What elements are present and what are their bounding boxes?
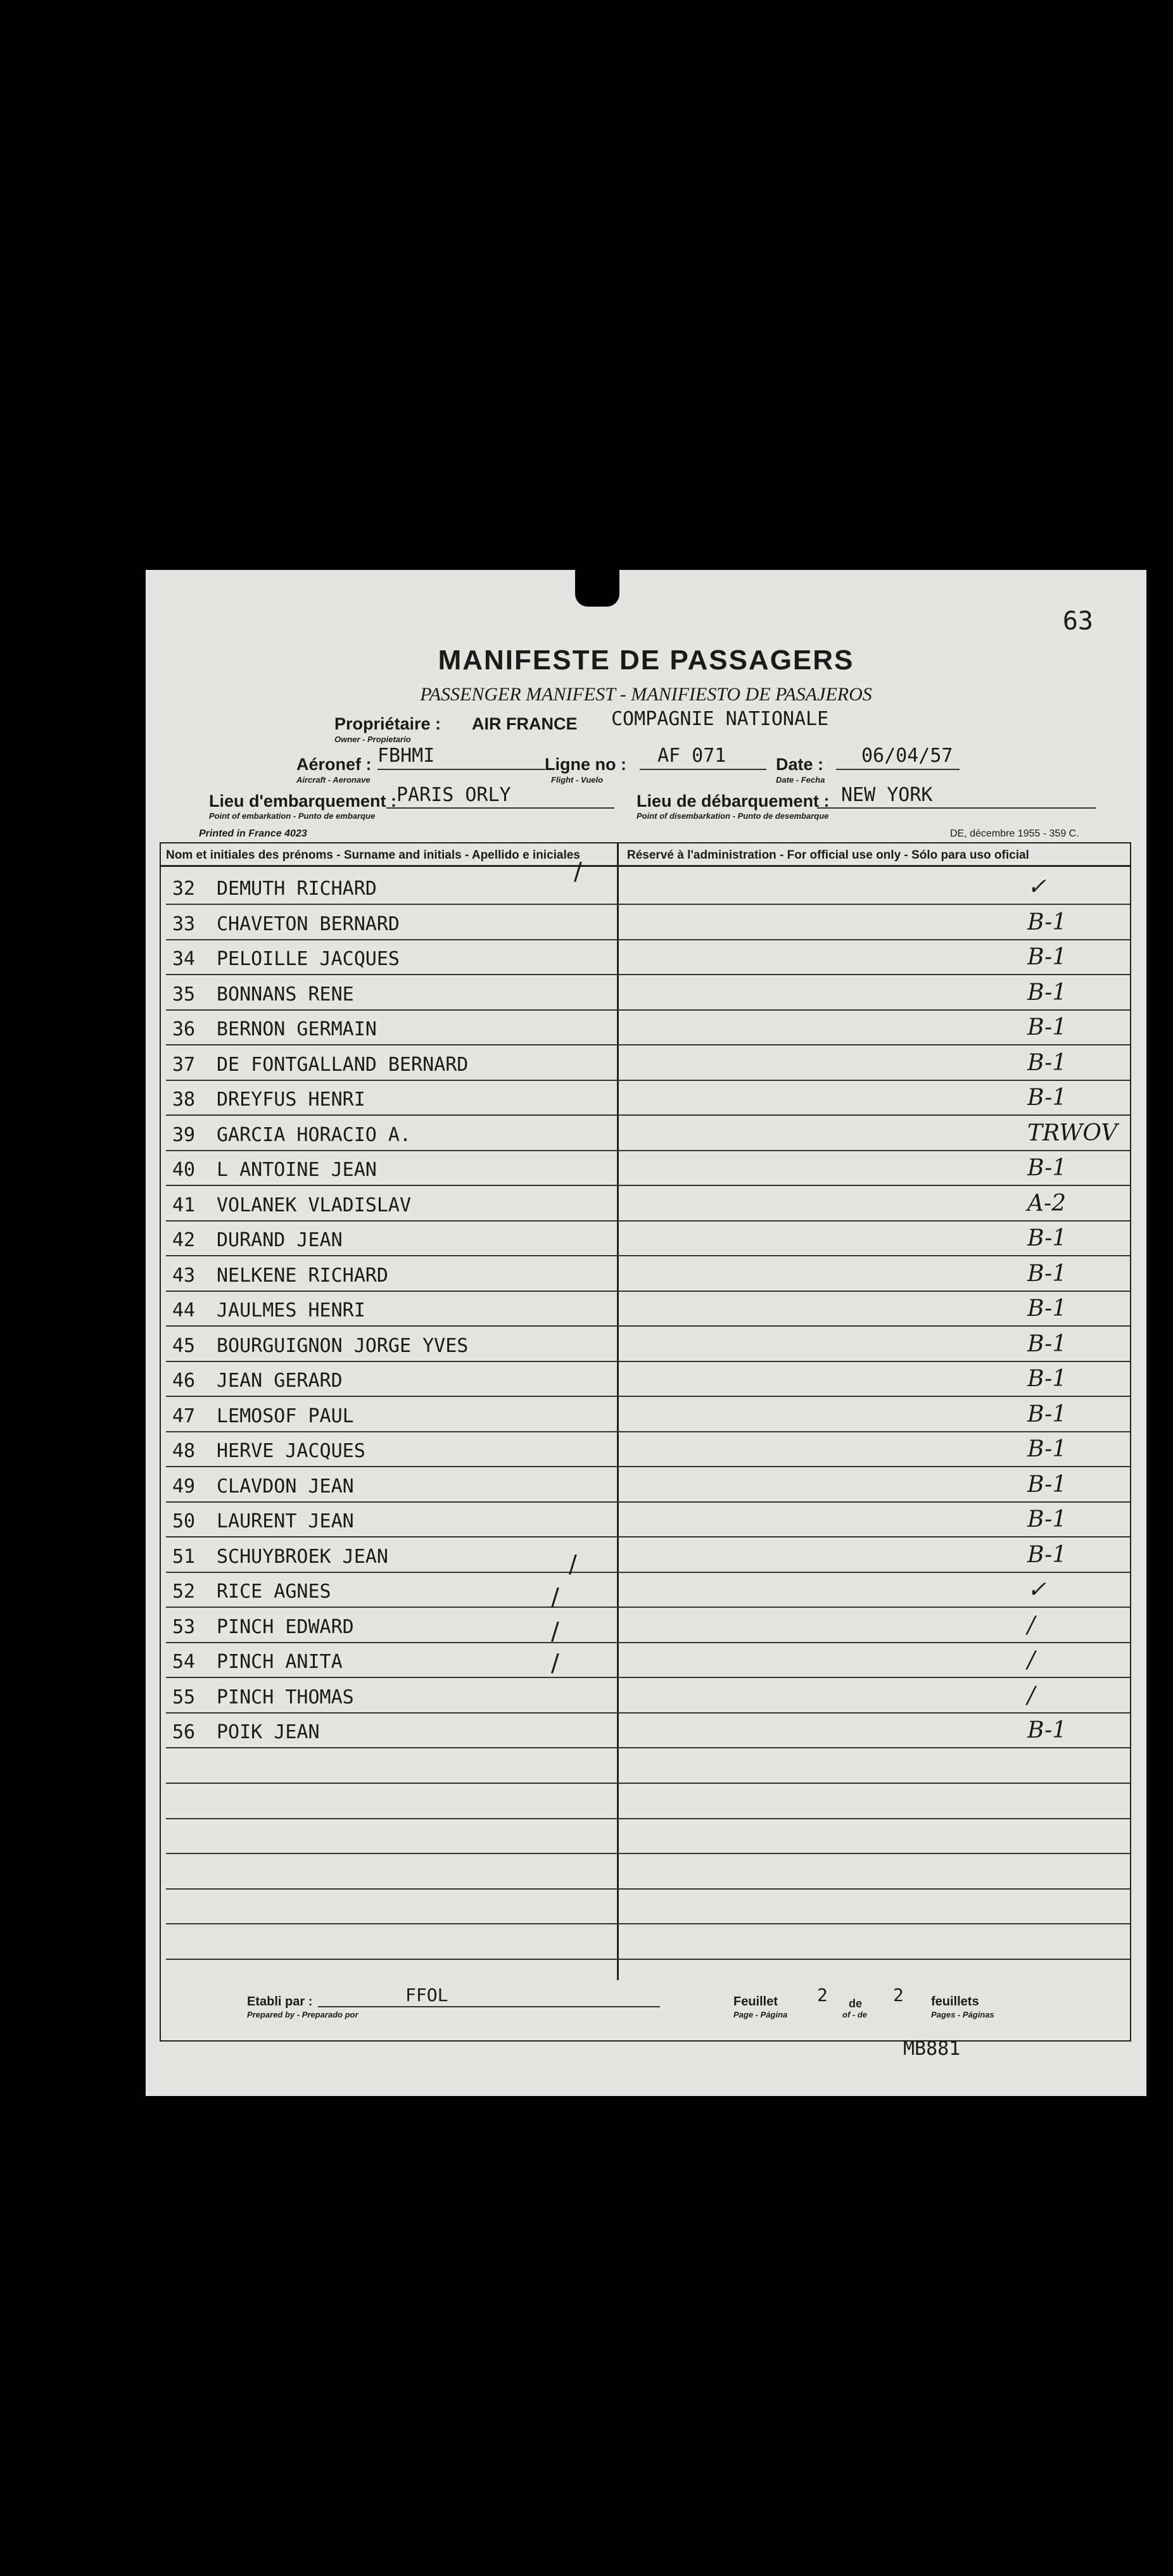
check-mark-icon: / — [551, 1649, 559, 1677]
prepared-by-value: FFOL — [405, 1985, 448, 2005]
passenger-number: 56 — [172, 1721, 196, 1743]
table-header — [161, 843, 1130, 867]
passenger-number: 49 — [172, 1475, 196, 1498]
table-row — [166, 1150, 1130, 1186]
official-code: B-1 — [1027, 1085, 1067, 1111]
passenger-name: CLAVDON JEAN — [217, 1475, 354, 1498]
sheet-sub-of: of - de — [842, 2010, 867, 2019]
passenger-number: 32 — [172, 878, 196, 900]
passenger-name: PINCH EDWARD — [217, 1615, 354, 1638]
official-code: B-1 — [1027, 1436, 1067, 1462]
embark-label: Lieu d'embarquement : — [209, 792, 396, 811]
sheet-of: de — [849, 1997, 863, 2010]
passenger-number: 46 — [172, 1370, 196, 1392]
passenger-name: BERNON GERMAIN — [217, 1018, 377, 1040]
sheet-feuillets: feuillets — [931, 1995, 979, 2009]
printed-in-note: Printed in France 4023 — [199, 828, 307, 839]
sheet-sub-page: Page - Página — [733, 2010, 788, 2019]
passenger-name: DREYFUS HENRI — [217, 1089, 365, 1111]
owner-label: Propriétaire : — [334, 714, 441, 733]
aircraft-label: Aéronef : — [296, 755, 372, 774]
aircraft-line — [377, 769, 545, 770]
passenger-number: 55 — [172, 1686, 196, 1708]
passenger-name: BONNANS RENE — [217, 983, 354, 1006]
official-code: B-1 — [1027, 909, 1067, 935]
passenger-name: CHAVETON BERNARD — [217, 912, 400, 935]
date-sublabel: Date - Fecha — [776, 775, 825, 785]
passenger-number: 45 — [172, 1334, 196, 1357]
table-row — [166, 1537, 1130, 1573]
column-header-names: Nom et initiales des prénoms - Surname and initials - Apellido e iniciales — [166, 849, 580, 862]
table-row — [166, 1501, 1130, 1537]
disembark-label: Lieu de débarquement : — [637, 792, 830, 811]
sheet-current: 2 — [817, 1985, 828, 2005]
archive-stamp: MB881 — [903, 2038, 961, 2060]
table-row — [166, 869, 1130, 905]
empty-row-line — [166, 1853, 1130, 1854]
passenger-name: VOLANEK VLADISLAV — [217, 1194, 412, 1216]
table-row — [166, 975, 1130, 1011]
official-code: B-1 — [1027, 1366, 1067, 1392]
check-mark-icon: / — [574, 857, 582, 885]
embark-sublabel: Point of embarkation - Punto de embarque — [209, 811, 376, 821]
passenger-number: 44 — [172, 1299, 196, 1322]
official-code: B-1 — [1027, 944, 1067, 970]
sheet-total: 2 — [893, 1985, 904, 2005]
table-row — [166, 1712, 1130, 1748]
passenger-name: LEMOSOF PAUL — [217, 1405, 354, 1427]
page-number: 63 — [1062, 607, 1093, 636]
passenger-name: RICE AGNES — [217, 1581, 331, 1603]
passenger-number: 50 — [172, 1510, 196, 1532]
table-row — [166, 1467, 1130, 1503]
empty-row-line — [166, 1818, 1130, 1819]
passenger-name: NELKENE RICHARD — [217, 1264, 388, 1287]
official-code: B-1 — [1027, 1506, 1067, 1532]
aircraft-value: FBHMI — [377, 745, 435, 767]
passenger-number: 48 — [172, 1440, 196, 1462]
passenger-name: PINCH ANITA — [217, 1651, 343, 1673]
official-code: A-2 — [1027, 1190, 1067, 1216]
empty-row-line — [166, 1959, 1130, 1960]
official-code: B-1 — [1027, 1014, 1067, 1040]
check-mark-icon: / — [551, 1617, 559, 1645]
passenger-name: JEAN GERARD — [217, 1370, 343, 1392]
passenger-number: 37 — [172, 1053, 196, 1076]
official-code: / — [1027, 1647, 1036, 1673]
passenger-number: 41 — [172, 1194, 196, 1216]
table-row — [166, 1115, 1130, 1151]
passenger-number: 35 — [172, 983, 196, 1006]
empty-row-line — [166, 1783, 1130, 1784]
date-value: 06/04/57 — [861, 745, 953, 767]
punch-hole — [575, 570, 619, 607]
passenger-number: 52 — [172, 1581, 196, 1603]
passenger-table — [160, 842, 1131, 2042]
disembark-line — [817, 807, 1096, 809]
owner-printed: AIR FRANCE — [472, 714, 578, 733]
check-mark-icon: / — [569, 1550, 577, 1578]
official-code: B-1 — [1027, 1296, 1067, 1322]
date-label: Date : — [776, 755, 824, 774]
passenger-name: JAULMES HENRI — [217, 1299, 365, 1322]
table-row — [166, 1431, 1130, 1467]
flight-line — [640, 769, 766, 770]
official-code: B-1 — [1027, 1471, 1067, 1498]
flight-value: AF 071 — [657, 745, 726, 767]
official-code: TRWOV — [1027, 1120, 1118, 1146]
table-row — [166, 1361, 1130, 1397]
passenger-name: LAURENT JEAN — [217, 1510, 354, 1532]
owner-sublabel: Owner - Propietario — [334, 735, 411, 744]
table-row — [166, 1220, 1130, 1256]
sheet-label: Feuillet — [733, 1995, 778, 2009]
table-row — [166, 939, 1130, 975]
passenger-number: 54 — [172, 1651, 196, 1673]
passenger-number: 40 — [172, 1159, 196, 1181]
passenger-name: DURAND JEAN — [217, 1229, 343, 1251]
flight-label: Ligne no : — [545, 755, 626, 774]
official-code: B-1 — [1027, 1541, 1067, 1568]
passenger-number: 38 — [172, 1089, 196, 1111]
official-code: B-1 — [1027, 1401, 1067, 1427]
official-code: / — [1027, 1612, 1036, 1638]
passenger-name: SCHUYBROEK JEAN — [217, 1545, 388, 1568]
embark-line — [386, 807, 614, 809]
official-code: B-1 — [1027, 1330, 1067, 1357]
table-row — [166, 1677, 1130, 1714]
passenger-number: 36 — [172, 1018, 196, 1040]
empty-row-line — [166, 1888, 1130, 1890]
table-row — [166, 904, 1130, 940]
form-reference: DE, décembre 1955 - 359 C. — [950, 828, 1079, 839]
table-row — [166, 1607, 1130, 1643]
manifest-title: MANIFESTE DE PASSAGERS — [438, 645, 854, 676]
table-row — [166, 1009, 1130, 1045]
date-line — [836, 769, 960, 770]
table-row — [166, 1256, 1130, 1292]
passenger-name: DEMUTH RICHARD — [217, 878, 377, 900]
table-row — [166, 1185, 1130, 1222]
official-code: B-1 — [1027, 1260, 1067, 1287]
prepared-by-label: Etabli par : — [247, 1995, 313, 2009]
official-code: ✓ — [1027, 874, 1047, 900]
passenger-name: L ANTOINE JEAN — [217, 1159, 377, 1181]
sheet-sub-pages: Pages - Páginas — [931, 2010, 994, 2019]
passenger-name: HERVE JACQUES — [217, 1440, 365, 1462]
empty-row-line — [166, 1923, 1130, 1924]
passenger-number: 34 — [172, 948, 196, 970]
passenger-name: BOURGUIGNON JORGE YVES — [217, 1334, 469, 1357]
aircraft-sublabel: Aircraft - Aeronave — [296, 775, 371, 785]
passenger-name: PINCH THOMAS — [217, 1686, 354, 1708]
embark-value: PARIS ORLY — [396, 784, 511, 806]
flight-sublabel: Flight - Vuelo — [551, 775, 604, 785]
official-code: B-1 — [1027, 1155, 1067, 1181]
table-row — [166, 1291, 1130, 1327]
official-code: B-1 — [1027, 1717, 1067, 1743]
table-row — [166, 1326, 1130, 1362]
prepared-by-line — [318, 2006, 660, 2007]
passenger-number: 43 — [172, 1264, 196, 1287]
table-row — [166, 1642, 1130, 1678]
manifest-subtitle: PASSENGER MANIFEST - MANIFIESTO DE PASAJEROS — [420, 684, 872, 705]
table-row — [166, 1045, 1130, 1081]
passenger-name: PELOILLE JACQUES — [217, 948, 400, 970]
disembark-sublabel: Point of disembarkation - Punto de desembarque — [637, 811, 829, 821]
table-row — [166, 1396, 1130, 1432]
passenger-name: DE FONTGALLAND BERNARD — [217, 1053, 469, 1076]
table-row — [166, 1572, 1130, 1608]
passenger-name: POIK JEAN — [217, 1721, 320, 1743]
official-code: ✓ — [1027, 1577, 1047, 1603]
passenger-number: 47 — [172, 1405, 196, 1427]
passenger-number: 53 — [172, 1615, 196, 1638]
check-mark-icon: / — [551, 1583, 559, 1611]
passenger-number: 33 — [172, 912, 196, 935]
disembark-value: NEW YORK — [841, 784, 933, 806]
passenger-number: 39 — [172, 1123, 196, 1146]
official-code: B-1 — [1027, 1049, 1067, 1076]
prepared-by-sublabel: Prepared by - Preparado por — [247, 2010, 358, 2019]
passenger-number: 51 — [172, 1545, 196, 1568]
official-code: / — [1027, 1682, 1036, 1708]
official-code: B-1 — [1027, 1225, 1067, 1251]
column-header-official: Réservé à l'administration - For official use only - Sólo para uso oficial — [627, 849, 1029, 862]
passenger-name: GARCIA HORACIO A. — [217, 1123, 412, 1146]
passenger-number: 42 — [172, 1229, 196, 1251]
official-code: B-1 — [1027, 979, 1067, 1006]
manifest-sheet — [146, 570, 1146, 2096]
owner-typed: COMPAGNIE NATIONALE — [611, 708, 829, 730]
table-row — [166, 1080, 1130, 1116]
